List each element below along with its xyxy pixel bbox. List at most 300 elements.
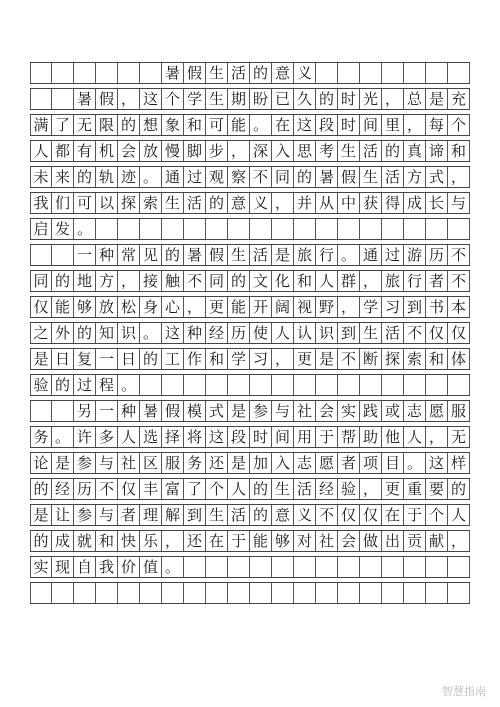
grid-cell: 书 (426, 297, 448, 317)
grid-cell: ， (162, 531, 184, 551)
essay-grid-paper (30, 62, 470, 608)
grid-cell: 文 (250, 271, 272, 291)
grid-row (30, 582, 470, 604)
grid-cell: 生 (228, 245, 250, 265)
grid-cell: 已 (272, 89, 294, 109)
grid-cell (316, 375, 338, 395)
grid-cell: 都 (52, 141, 74, 161)
grid-cell: 志 (294, 453, 316, 473)
grid-cell: 生 (206, 89, 228, 109)
grid-cell (294, 583, 316, 603)
grid-cell: 放 (96, 297, 118, 317)
grid-cell: 愿 (426, 401, 448, 421)
grid-cell: 。 (404, 453, 426, 473)
grid-cell (426, 557, 448, 577)
grid-cell: 。 (338, 245, 360, 265)
grid-cell: 还 (184, 531, 206, 551)
grid-cell: 获 (360, 193, 382, 213)
grid-cell: 这 (140, 89, 162, 109)
grid-cell (272, 583, 294, 603)
grid-cell (448, 583, 470, 603)
grid-cell: 。 (162, 557, 184, 577)
grid-cell: 假 (206, 245, 228, 265)
grid-cell: 盼 (250, 89, 272, 109)
grid-cell: 习 (250, 349, 272, 369)
grid-cell: 的 (74, 167, 96, 187)
grid-cell: 学 (360, 297, 382, 317)
grid-row (30, 504, 470, 526)
grid-cell: 迹 (118, 167, 140, 187)
grid-cell: 加 (250, 453, 272, 473)
grid-cell: 了 (52, 115, 74, 135)
grid-cell: 方 (404, 167, 426, 187)
grid-cell: 还 (206, 453, 228, 473)
grid-cell: 能 (250, 531, 272, 551)
grid-cell (404, 557, 426, 577)
grid-cell: 更 (382, 479, 404, 499)
grid-cell (426, 375, 448, 395)
grid-row (30, 218, 470, 240)
grid-cell: ， (118, 89, 140, 109)
grid-row (30, 140, 470, 162)
grid-cell: 长 (426, 193, 448, 213)
watermark: 智慧指南 (442, 685, 486, 698)
grid-cell: 论 (30, 453, 52, 473)
grid-cell: 限 (96, 115, 118, 135)
grid-cell (74, 583, 96, 603)
grid-cell (30, 63, 52, 83)
grid-cell: 和 (448, 141, 470, 161)
grid-cell: 人 (316, 271, 338, 291)
grid-cell (294, 557, 316, 577)
grid-cell (382, 63, 404, 83)
grid-cell: 于 (404, 505, 426, 525)
grid-cell: 的 (52, 271, 74, 291)
grid-cell (316, 63, 338, 83)
grid-cell: 体 (448, 349, 470, 369)
grid-cell: 能 (228, 115, 250, 135)
grid-cell (206, 557, 228, 577)
grid-cell: 步 (206, 141, 228, 161)
grid-cell: 要 (426, 479, 448, 499)
grid-cell: 做 (360, 531, 382, 551)
grid-cell: 区 (140, 453, 162, 473)
grid-row (30, 400, 470, 422)
grid-cell: 慢 (162, 141, 184, 161)
grid-cell: 会 (316, 401, 338, 421)
grid-cell (382, 375, 404, 395)
grid-cell: 假 (184, 63, 206, 83)
grid-cell: 是 (228, 453, 250, 473)
grid-cell: 经 (316, 479, 338, 499)
grid-cell: 外 (52, 323, 74, 343)
grid-cell: 对 (294, 531, 316, 551)
grid-cell: 个 (206, 479, 228, 499)
grid-cell: 种 (118, 401, 140, 421)
grid-cell: 验 (338, 479, 360, 499)
grid-cell: 用 (294, 427, 316, 447)
grid-cell: 献 (426, 531, 448, 551)
grid-cell: 时 (338, 89, 360, 109)
grid-cell: 意 (272, 505, 294, 525)
grid-cell: ， (404, 115, 426, 135)
grid-cell: 的 (206, 193, 228, 213)
grid-cell (382, 583, 404, 603)
grid-cell: 日 (118, 349, 140, 369)
grid-cell (382, 219, 404, 239)
grid-cell: 是 (30, 505, 52, 525)
grid-row (30, 322, 470, 344)
grid-cell: 人 (272, 323, 294, 343)
grid-cell: 过 (74, 375, 96, 395)
grid-cell: ， (426, 427, 448, 447)
grid-cell: 行 (404, 271, 426, 291)
grid-row (30, 244, 470, 266)
grid-cell: 。 (74, 219, 96, 239)
grid-cell: 人 (448, 505, 470, 525)
grid-cell: 观 (206, 167, 228, 187)
grid-cell: 假 (338, 167, 360, 187)
grid-cell: 探 (118, 193, 140, 213)
grid-cell: 个 (162, 89, 184, 109)
grid-cell: 谛 (426, 141, 448, 161)
grid-cell: 的 (448, 479, 470, 499)
grid-cell: 接 (140, 271, 162, 291)
grid-cell: 未 (30, 167, 52, 187)
grid-cell: 仅 (360, 505, 382, 525)
grid-cell: 间 (360, 115, 382, 135)
grid-cell (206, 219, 228, 239)
grid-cell: 人 (228, 479, 250, 499)
grid-cell (338, 375, 360, 395)
grid-cell: 意 (228, 193, 250, 213)
grid-cell: 。 (118, 375, 140, 395)
grid-cell: ， (360, 479, 382, 499)
grid-cell: 复 (74, 349, 96, 369)
grid-cell: 脚 (184, 141, 206, 161)
grid-cell: 是 (272, 245, 294, 265)
grid-cell: 践 (360, 401, 382, 421)
grid-cell: 无 (448, 427, 470, 447)
grid-cell: 中 (338, 193, 360, 213)
grid-cell: 我 (30, 193, 52, 213)
grid-cell: 参 (250, 401, 272, 421)
grid-cell: 活 (360, 141, 382, 161)
grid-cell: 不 (448, 245, 470, 265)
grid-cell: 参 (74, 453, 96, 473)
grid-cell: 活 (250, 245, 272, 265)
grid-cell: 群 (338, 271, 360, 291)
grid-cell: 索 (140, 193, 162, 213)
grid-cell: 到 (338, 323, 360, 343)
grid-row (30, 452, 470, 474)
grid-cell: ， (272, 193, 294, 213)
grid-cell: 于 (316, 427, 338, 447)
grid-cell: 。 (140, 323, 162, 343)
grid-cell (382, 557, 404, 577)
grid-row (30, 426, 470, 448)
grid-cell: 够 (272, 531, 294, 551)
grid-cell (52, 245, 74, 265)
grid-cell: 作 (184, 349, 206, 369)
grid-cell (404, 583, 426, 603)
grid-cell: 。 (52, 427, 74, 447)
grid-cell: ， (448, 167, 470, 187)
grid-cell: 旅 (382, 271, 404, 291)
grid-cell: 的 (250, 63, 272, 83)
grid-cell: ， (272, 349, 294, 369)
grid-cell (206, 583, 228, 603)
grid-cell: 成 (404, 193, 426, 213)
grid-cell: 将 (184, 427, 206, 447)
grid-cell: 是 (426, 89, 448, 109)
grid-cell: 暑 (162, 63, 184, 83)
grid-cell: 过 (184, 167, 206, 187)
grid-cell: 会 (338, 531, 360, 551)
grid-cell: 行 (316, 245, 338, 265)
grid-cell: 地 (74, 271, 96, 291)
grid-cell: 仅 (426, 323, 448, 343)
grid-cell: 。 (250, 115, 272, 135)
grid-cell (250, 219, 272, 239)
grid-cell: 式 (206, 401, 228, 421)
grid-cell: 久 (294, 89, 316, 109)
grid-cell: 志 (404, 401, 426, 421)
grid-cell: 的 (250, 479, 272, 499)
grid-cell: 生 (360, 167, 382, 187)
grid-cell: 的 (30, 531, 52, 551)
grid-cell: 与 (96, 453, 118, 473)
grid-cell: 模 (184, 401, 206, 421)
grid-cell: ， (360, 271, 382, 291)
grid-cell: 历 (74, 479, 96, 499)
grid-cell: 或 (382, 401, 404, 421)
grid-cell: 到 (404, 297, 426, 317)
grid-cell: 帮 (338, 427, 360, 447)
grid-cell: 不 (184, 271, 206, 291)
grid-cell: 和 (206, 349, 228, 369)
grid-cell: 这 (162, 323, 184, 343)
grid-cell (52, 401, 74, 421)
grid-cell (30, 583, 52, 603)
grid-cell: 假 (96, 89, 118, 109)
grid-cell: 经 (52, 479, 74, 499)
grid-cell: 服 (162, 453, 184, 473)
grid-cell (74, 63, 96, 83)
grid-cell (360, 219, 382, 239)
grid-cell: 与 (272, 401, 294, 421)
grid-cell: 可 (74, 193, 96, 213)
grid-cell (338, 63, 360, 83)
grid-row (30, 270, 470, 292)
grid-cell: 能 (228, 297, 250, 317)
grid-cell: 验 (30, 375, 52, 395)
grid-cell: 了 (184, 479, 206, 499)
grid-cell: 入 (272, 453, 294, 473)
grid-cell: 的 (294, 167, 316, 187)
grid-cell: 使 (250, 323, 272, 343)
grid-cell: 考 (316, 141, 338, 161)
grid-row (30, 348, 470, 370)
grid-cell (338, 219, 360, 239)
grid-cell (404, 375, 426, 395)
grid-cell: 视 (294, 297, 316, 317)
grid-cell: 人 (30, 141, 52, 161)
grid-cell: 假 (162, 401, 184, 421)
grid-cell: 意 (272, 63, 294, 83)
grid-cell (228, 583, 250, 603)
grid-cell: 这 (206, 427, 228, 447)
grid-cell: 的 (30, 479, 52, 499)
grid-cell: 与 (448, 193, 470, 213)
grid-cell: 仅 (30, 297, 52, 317)
grid-cell (360, 557, 382, 577)
grid-cell: 人 (404, 427, 426, 447)
grid-cell: 价 (118, 557, 140, 577)
grid-cell: 和 (294, 271, 316, 291)
grid-cell: 的 (382, 141, 404, 161)
grid-cell (228, 219, 250, 239)
grid-cell (162, 583, 184, 603)
grid-cell (426, 219, 448, 239)
grid-cell (316, 583, 338, 603)
grid-cell (272, 375, 294, 395)
grid-cell: 富 (162, 479, 184, 499)
grid-row (30, 296, 470, 318)
grid-cell: 段 (228, 427, 250, 447)
grid-cell: 同 (272, 167, 294, 187)
grid-cell: 思 (294, 141, 316, 161)
grid-cell (448, 375, 470, 395)
grid-cell: 日 (52, 349, 74, 369)
grid-cell: 服 (448, 401, 470, 421)
grid-cell: 不 (404, 323, 426, 343)
grid-cell: 自 (74, 557, 96, 577)
grid-cell (140, 219, 162, 239)
grid-cell: 社 (294, 401, 316, 421)
grid-cell: ， (448, 531, 470, 551)
grid-row (30, 530, 470, 552)
grid-cell: 是 (52, 453, 74, 473)
grid-cell: 期 (228, 89, 250, 109)
grid-cell (294, 219, 316, 239)
grid-cell: 。 (140, 167, 162, 187)
grid-cell: 理 (140, 505, 162, 525)
grid-cell (250, 583, 272, 603)
grid-cell: 择 (162, 427, 184, 447)
grid-cell: 乐 (140, 531, 162, 551)
grid-cell (184, 557, 206, 577)
grid-cell (206, 375, 228, 395)
grid-cell: 丰 (140, 479, 162, 499)
grid-cell: 象 (162, 115, 184, 135)
grid-cell (96, 219, 118, 239)
grid-cell: 到 (184, 505, 206, 525)
grid-cell: 满 (30, 115, 52, 135)
grid-cell: 一 (74, 245, 96, 265)
grid-cell (30, 401, 52, 421)
grid-cell: 目 (382, 453, 404, 473)
grid-cell (250, 557, 272, 577)
grid-cell: 学 (228, 349, 250, 369)
grid-cell (448, 63, 470, 83)
grid-cell (96, 583, 118, 603)
grid-cell: 每 (426, 115, 448, 135)
grid-cell: 方 (96, 271, 118, 291)
grid-cell: 者 (426, 271, 448, 291)
grid-cell (426, 583, 448, 603)
grid-cell: 实 (338, 401, 360, 421)
grid-cell (448, 219, 470, 239)
grid-cell (404, 63, 426, 83)
grid-cell: 时 (338, 115, 360, 135)
grid-cell: 暑 (316, 167, 338, 187)
grid-cell: 就 (74, 531, 96, 551)
grid-cell (30, 245, 52, 265)
grid-cell: 会 (118, 141, 140, 161)
grid-cell: 人 (118, 427, 140, 447)
grid-cell (272, 557, 294, 577)
grid-cell (184, 219, 206, 239)
grid-cell (140, 63, 162, 83)
grid-cell: 习 (382, 297, 404, 317)
grid-row (30, 166, 470, 188)
grid-cell: 过 (382, 245, 404, 265)
grid-cell: 化 (272, 271, 294, 291)
grid-cell: 松 (118, 297, 140, 317)
grid-cell: 在 (206, 531, 228, 551)
grid-cell: 助 (360, 427, 382, 447)
grid-cell: 这 (294, 115, 316, 135)
grid-cell: 成 (52, 531, 74, 551)
grid-cell: 暑 (140, 401, 162, 421)
grid-cell (118, 583, 140, 603)
grid-cell: 在 (382, 505, 404, 525)
grid-cell: 索 (404, 349, 426, 369)
grid-cell (338, 557, 360, 577)
grid-cell: 发 (52, 219, 74, 239)
grid-cell (96, 63, 118, 83)
grid-cell: 的 (118, 115, 140, 135)
grid-cell (360, 583, 382, 603)
grid-cell: 探 (382, 349, 404, 369)
grid-cell: 识 (316, 323, 338, 343)
grid-cell: 者 (338, 453, 360, 473)
grid-cell: 触 (162, 271, 184, 291)
grid-cell: 更 (206, 297, 228, 317)
grid-cell: 是 (228, 401, 250, 421)
grid-cell: 断 (360, 349, 382, 369)
grid-cell: 义 (294, 63, 316, 83)
grid-cell: 从 (316, 193, 338, 213)
grid-cell: 一 (96, 401, 118, 421)
grid-cell (162, 375, 184, 395)
grid-cell: 历 (426, 245, 448, 265)
grid-cell (228, 557, 250, 577)
grid-cell: 和 (426, 349, 448, 369)
grid-cell (316, 219, 338, 239)
grid-cell: 之 (30, 323, 52, 343)
grid-cell: ， (184, 297, 206, 317)
grid-cell (316, 557, 338, 577)
grid-cell: 重 (404, 479, 426, 499)
grid-cell: 真 (404, 141, 426, 161)
grid-cell (52, 63, 74, 83)
grid-cell: 放 (140, 141, 162, 161)
grid-cell: 的 (162, 245, 184, 265)
grid-cell: 快 (118, 531, 140, 551)
grid-cell: ， (228, 141, 250, 161)
